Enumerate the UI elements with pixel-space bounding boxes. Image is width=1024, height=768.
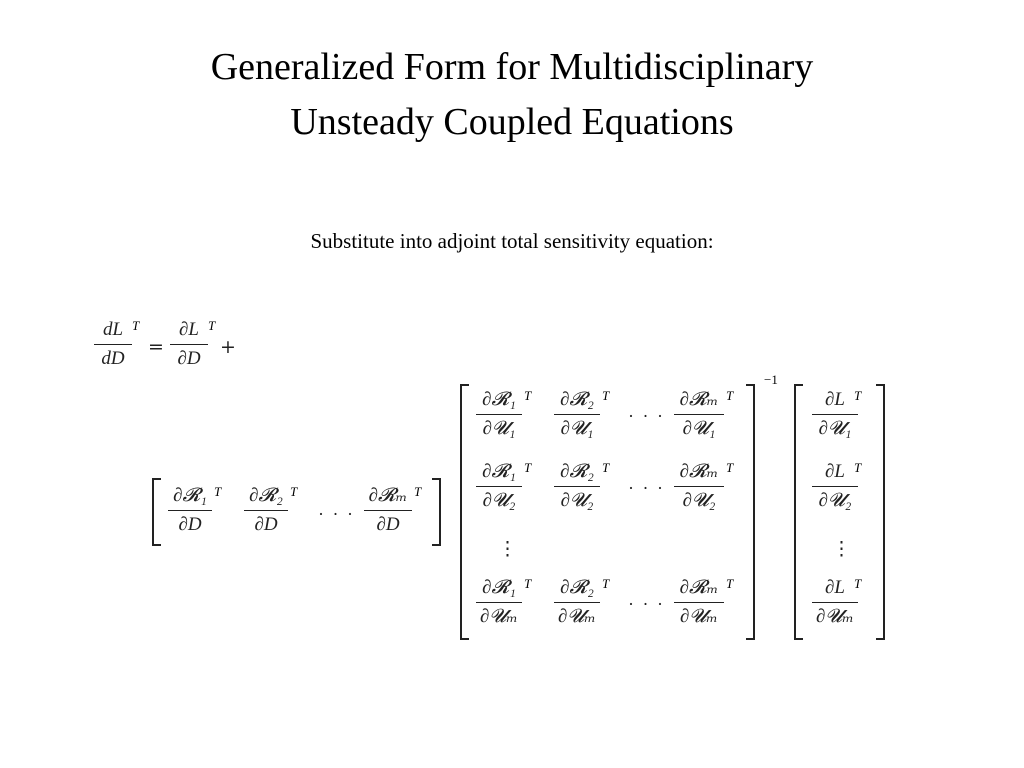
fraction-bar bbox=[94, 344, 132, 345]
entry-denominator: ∂𝓤₂ bbox=[482, 490, 516, 511]
matrix-entry-1-2 bbox=[554, 388, 600, 441]
entry-numerator: ∂𝓡ₘ bbox=[368, 485, 408, 506]
entry-numerator: ∂L bbox=[825, 389, 845, 410]
matrix-right-bracket bbox=[746, 384, 755, 640]
matrix-left-bracket bbox=[460, 384, 469, 640]
entry-denominator: ∂D bbox=[178, 514, 202, 535]
fraction-bar bbox=[554, 486, 600, 487]
row-vector-entry-m bbox=[364, 484, 412, 537]
transpose-mark: T bbox=[602, 576, 610, 591]
fraction-bar bbox=[364, 510, 412, 511]
transpose-mark: T bbox=[524, 388, 532, 403]
matrix-entry-1-m bbox=[674, 388, 724, 441]
matrix-entry-m-1 bbox=[476, 576, 522, 629]
matrix-entry-1-1 bbox=[476, 388, 522, 441]
entry-denominator: ∂𝓤₁ bbox=[560, 418, 594, 439]
entry-numerator: ∂𝓡₂ bbox=[560, 389, 594, 410]
entry-denominator: ∂D bbox=[254, 514, 278, 535]
horizontal-ellipsis: · · · bbox=[318, 504, 355, 524]
column-vector-left-bracket bbox=[794, 384, 803, 640]
horizontal-ellipsis: · · · bbox=[628, 594, 665, 614]
entry-denominator: ∂𝓤₂ bbox=[682, 490, 716, 511]
transpose-mark: T bbox=[854, 576, 862, 591]
fraction-bar bbox=[476, 414, 522, 415]
entry-numerator: ∂𝓡₁ bbox=[482, 461, 516, 482]
fraction-bar bbox=[554, 602, 600, 603]
row-vector-entry-1 bbox=[168, 484, 212, 537]
title-line-2: Unsteady Coupled Equations bbox=[290, 101, 734, 143]
matrix-entry-m-m bbox=[674, 576, 724, 629]
fraction-bar bbox=[812, 602, 858, 603]
entry-numerator: ∂𝓡ₘ bbox=[679, 389, 719, 410]
rhs-denominator: ∂D bbox=[177, 348, 201, 369]
slide-title bbox=[0, 40, 1024, 150]
entry-denominator: ∂D bbox=[376, 514, 400, 535]
fraction-bar bbox=[244, 510, 288, 511]
transpose-mark: T bbox=[414, 484, 422, 499]
column-vector-right-bracket bbox=[876, 384, 885, 640]
slide-subtitle: Substitute into adjoint total sensitivity equation: bbox=[310, 229, 714, 253]
column-vector-entry-1 bbox=[812, 388, 858, 441]
horizontal-ellipsis: · · · bbox=[628, 478, 665, 498]
entry-denominator: ∂𝓤₁ bbox=[682, 418, 716, 439]
matrix-entry-2-2 bbox=[554, 460, 600, 513]
column-vector-entry-m bbox=[812, 576, 858, 629]
transpose-mark: T bbox=[214, 484, 222, 499]
transpose-mark: T bbox=[726, 388, 734, 403]
fraction-bar bbox=[674, 602, 724, 603]
matrix-entry-m-2 bbox=[554, 576, 600, 629]
plus-sign: + bbox=[220, 336, 236, 358]
transpose-mark: T bbox=[854, 460, 862, 475]
vertical-ellipsis: ⋮ bbox=[498, 538, 517, 560]
entry-denominator: ∂𝓤₁ bbox=[818, 418, 852, 439]
row-vector-left-bracket bbox=[152, 478, 161, 546]
matrix-entry-2-m bbox=[674, 460, 724, 513]
rhs-numerator: ∂L bbox=[179, 319, 199, 340]
fraction-bar bbox=[476, 486, 522, 487]
transpose-mark: T bbox=[602, 388, 610, 403]
lhs-denominator: dD bbox=[101, 348, 125, 369]
entry-numerator: ∂𝓡ₘ bbox=[679, 577, 719, 598]
entry-numerator: ∂𝓡₁ bbox=[482, 577, 516, 598]
transpose-mark: T bbox=[524, 460, 532, 475]
matrix-entry-2-1 bbox=[476, 460, 522, 513]
title-line-1: Generalized Form for Multidisciplinary bbox=[210, 46, 814, 88]
fraction-bar bbox=[674, 486, 724, 487]
horizontal-ellipsis: · · · bbox=[628, 406, 665, 426]
entry-numerator: ∂𝓡₂ bbox=[560, 461, 594, 482]
entry-denominator: ∂𝓤₂ bbox=[560, 490, 594, 511]
transpose-mark: T bbox=[726, 576, 734, 591]
fraction-bar bbox=[170, 344, 208, 345]
transpose-mark: T bbox=[854, 388, 862, 403]
entry-denominator: ∂𝓤ₘ bbox=[680, 606, 718, 627]
transpose-mark: T bbox=[602, 460, 610, 475]
row-vector-right-bracket bbox=[432, 478, 441, 546]
entry-denominator: ∂𝓤ₘ bbox=[816, 606, 854, 627]
entry-numerator: ∂𝓡₁ bbox=[482, 389, 516, 410]
rhs-fraction bbox=[170, 318, 208, 371]
lhs-fraction bbox=[94, 318, 132, 371]
lhs-transpose: T bbox=[132, 318, 140, 333]
entry-numerator: ∂𝓡ₘ bbox=[679, 461, 719, 482]
fraction-bar bbox=[476, 602, 522, 603]
fraction-bar bbox=[554, 414, 600, 415]
entry-numerator: ∂𝓡₁ bbox=[173, 485, 207, 506]
column-vector-entry-2 bbox=[812, 460, 858, 513]
entry-denominator: ∂𝓤₁ bbox=[482, 418, 516, 439]
fraction-bar bbox=[674, 414, 724, 415]
entry-numerator: ∂L bbox=[825, 461, 845, 482]
entry-denominator: ∂𝓤ₘ bbox=[558, 606, 596, 627]
entry-numerator: ∂L bbox=[825, 577, 845, 598]
transpose-mark: T bbox=[726, 460, 734, 475]
lhs-numerator: dL bbox=[102, 319, 124, 340]
matrix-inverse-exponent: −1 bbox=[764, 372, 778, 387]
fraction-bar bbox=[812, 486, 858, 487]
transpose-mark: T bbox=[290, 484, 298, 499]
transpose-mark: T bbox=[524, 576, 532, 591]
fraction-bar bbox=[168, 510, 212, 511]
vertical-ellipsis: ⋮ bbox=[832, 538, 851, 560]
entry-denominator: ∂𝓤₂ bbox=[818, 490, 852, 511]
entry-numerator: ∂𝓡₂ bbox=[249, 485, 283, 506]
fraction-bar bbox=[812, 414, 858, 415]
row-vector-entry-2 bbox=[244, 484, 288, 537]
entry-denominator: ∂𝓤ₘ bbox=[480, 606, 518, 627]
equals-sign: = bbox=[148, 336, 164, 358]
entry-numerator: ∂𝓡₂ bbox=[560, 577, 594, 598]
rhs-transpose: T bbox=[208, 318, 216, 333]
